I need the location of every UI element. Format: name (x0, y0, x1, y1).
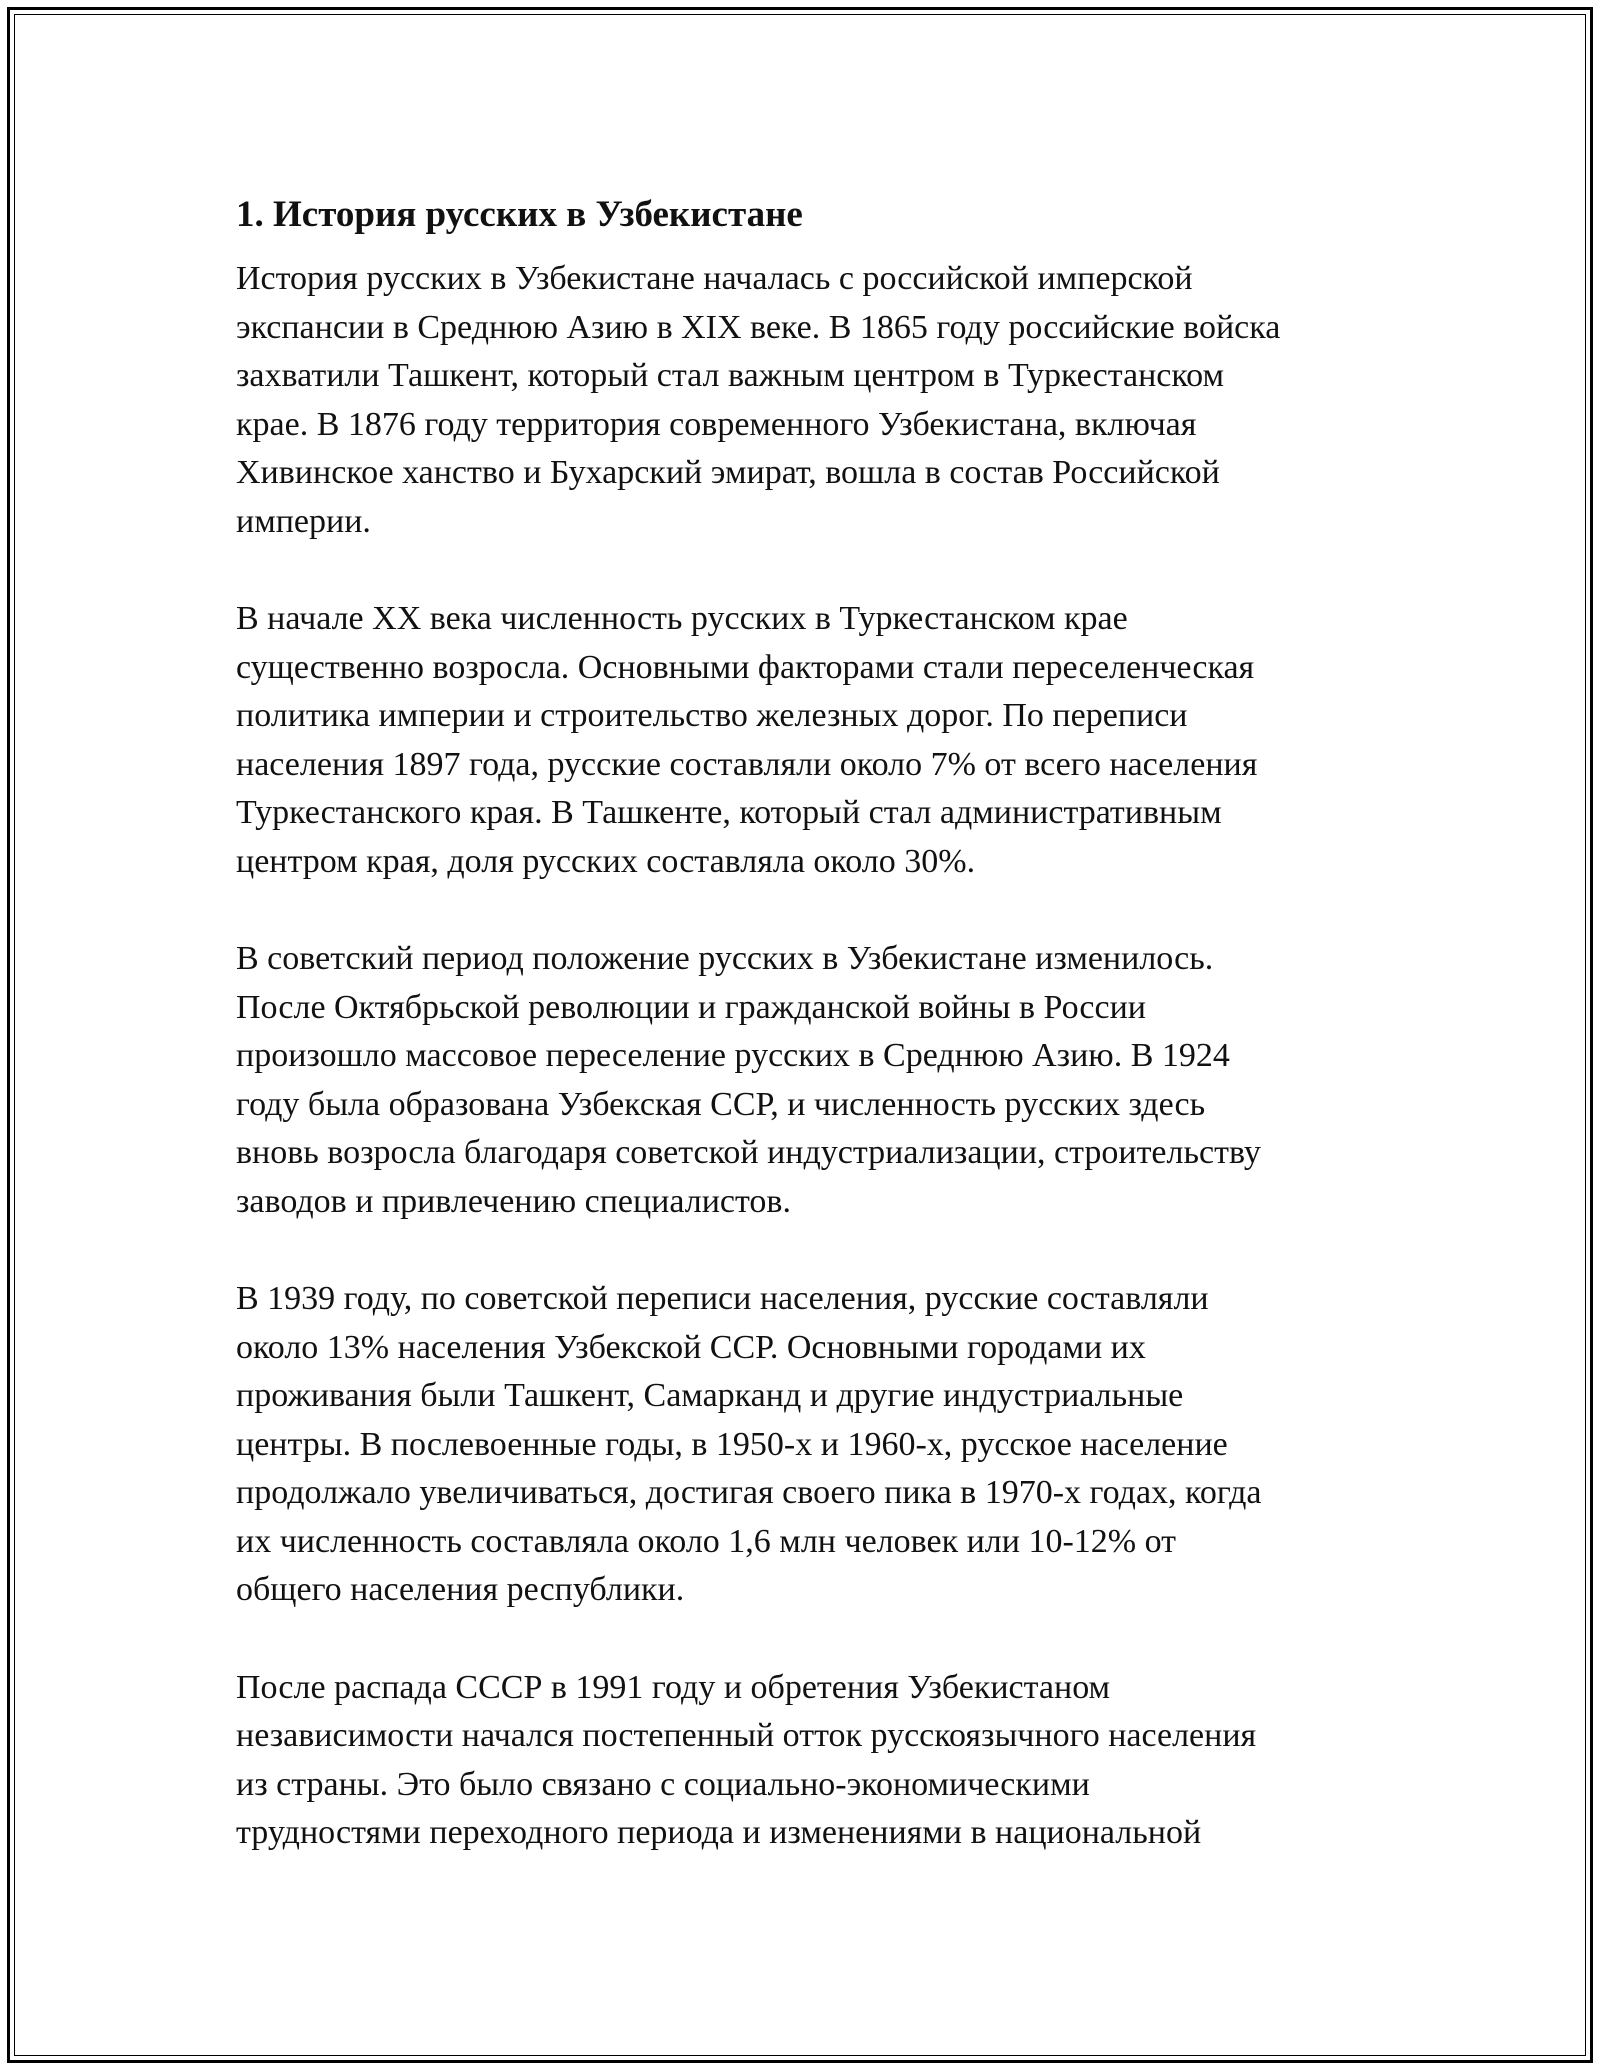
text-line: независимости начался постепенный отток русскоязычного населения (236, 1717, 1257, 1754)
text-line: проживания были Ташкент, Самарканд и другие индустриальные (236, 1377, 1184, 1414)
paragraph-5 (236, 1664, 1386, 1858)
section-heading: 1. История русских в Узбекистане (236, 194, 803, 235)
text-line: центром края, доля русских составляла около 30%. (236, 842, 976, 880)
document-content (236, 185, 1386, 1907)
text-line: крае. В 1876 году территория современного Узбекистана, включая (236, 405, 1197, 443)
text-line: Хивинское ханство и Бухарский эмират, вошла в состав Российской (236, 454, 1220, 491)
text-line: политика империи и строительство железных дорог. По переписи (236, 697, 1188, 734)
text-line: В 1939 году, по советской переписи населения, русские составляли (236, 1280, 1209, 1317)
text-line: заводов и привлечению специалистов. (236, 1182, 791, 1220)
text-line: В начале XX века численность русских в Туркестанском крае (236, 600, 1128, 637)
text-line: После распада СССР в 1991 году и обретения Узбекистаном (236, 1668, 1111, 1706)
text-line: После Октябрьской революции и гражданской войны в России (236, 988, 1146, 1026)
paragraph-2 (236, 595, 1386, 886)
text-line: продолжало увеличиваться, достигая своего пика в 1970-х годах, когда (236, 1474, 1262, 1511)
text-line: общего населения республики. (236, 1571, 685, 1608)
text-line: населения 1897 года, русские составляли около 7% от всего населения (236, 745, 1258, 783)
text-line: произошло массовое переселение русских в Среднюю Азию. В 1924 (236, 1037, 1230, 1074)
text-line: трудностями переходного периода и изменениями в национальной (236, 1814, 1202, 1851)
text-line: центры. В послевоенные годы, в 1950-х и 1960-х, русское население (236, 1425, 1228, 1463)
text-line: существенно возросла. Основными факторами стали переселенческая (236, 648, 1255, 686)
text-line: из страны. Это было связано с социально-экономическими (236, 1765, 1090, 1803)
text-line: их численность составляла около 1,6 млн человек или 10-12% от (236, 1522, 1177, 1560)
text-line: захватили Ташкент, который стал важным центром в Туркестанском (236, 357, 1225, 394)
paragraph-1 (236, 255, 1386, 546)
text-line: около 13% населения Узбекской ССР. Основными городами их (236, 1328, 1146, 1366)
paragraph-4 (236, 1275, 1386, 1615)
text-line: вновь возросла благодаря советской индустриализации, строительству (236, 1134, 1261, 1171)
text-line: империи. (236, 502, 371, 540)
text-line: История русских в Узбекистане началась с российской имперской (236, 260, 1193, 297)
text-line: Туркестанского края. В Ташкенте, который стал административным (236, 794, 1222, 831)
text-line: году была образована Узбекская ССР, и численность русских здесь (236, 1085, 1206, 1123)
text-line: экспансии в Среднюю Азию в XIX веке. В 1865 году российские войска (236, 308, 1281, 346)
paragraph-3 (236, 935, 1386, 1226)
text-line: В советский период положение русских в Узбекистане изменилось. (236, 940, 1214, 977)
